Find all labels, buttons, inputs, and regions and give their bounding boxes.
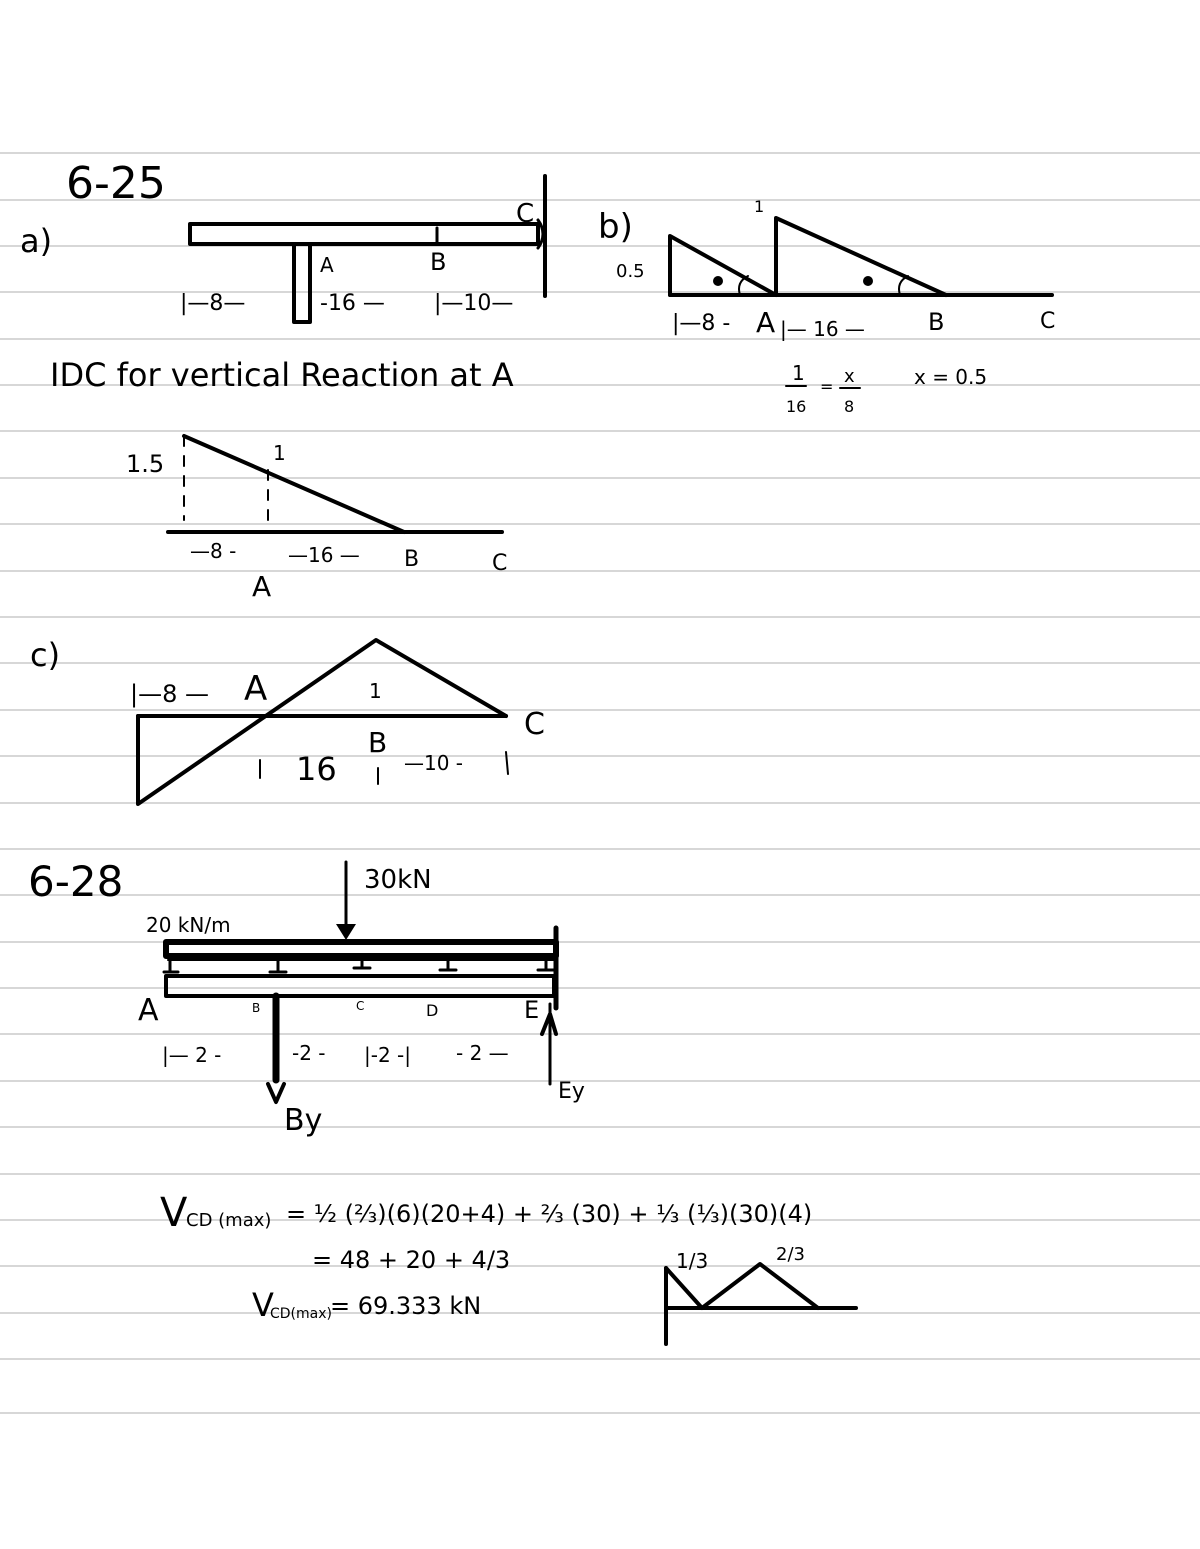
part-c-dim-3: —10 - (404, 751, 464, 775)
part-b-label-c: C (1040, 309, 1056, 334)
idl-title: IDC for vertical Reaction at A (50, 356, 514, 394)
beam-dim-4: - 2 — (456, 1041, 509, 1065)
distributed-load-label: 20 kN/m (146, 913, 231, 937)
idl-dim-2: —16 — (288, 543, 360, 567)
part-c-dim-1: |—8 — (130, 680, 209, 708)
reaction-ey: Ey (558, 1079, 585, 1104)
part-a-label-a: A (320, 253, 334, 277)
work-line1-lhs: V (160, 1190, 188, 1236)
part-b-label: b) (598, 207, 633, 247)
part-b-label-b: B (928, 308, 945, 336)
part-b-calc (786, 361, 987, 416)
reaction-by: By (284, 1103, 323, 1138)
work-line3-lhs: V (252, 1286, 274, 1324)
part-a-label: a) (20, 222, 53, 260)
part-b-left-peak: 0.5 (616, 261, 645, 282)
part-b-dim-2: |— 16 — (780, 317, 865, 341)
part-b-right-peak: 1 (754, 197, 765, 216)
part-b-dim-1: |—8 - (672, 311, 731, 336)
idl-dim-1: —8 - (190, 539, 237, 563)
sketch-left-label: 1/3 (676, 1249, 709, 1273)
beam-label-d: D (426, 1001, 439, 1020)
work-line2: = 48 + 20 + 4/3 (312, 1246, 511, 1274)
beam-label-e: E (524, 996, 540, 1024)
work-line1-sub: CD (max) (186, 1210, 272, 1231)
solution-work (160, 1190, 812, 1324)
part-a-label-c: C (516, 199, 535, 229)
part-a-dim-1: |—8— (180, 291, 246, 316)
idl-peak-value: 1.5 (126, 450, 165, 478)
calc-frac-left-num: 1 (792, 361, 805, 385)
part-c-label: c) (30, 636, 61, 674)
problem-number-628: 6-28 (28, 857, 124, 906)
idl-label-b: B (404, 547, 420, 572)
sketch-right-label: 2/3 (776, 1244, 805, 1265)
part-a-influence-line (168, 436, 502, 532)
beam-dim-2: -2 - (292, 1041, 326, 1065)
influence-sketch (666, 1264, 856, 1344)
part-c-label-c: C (524, 707, 545, 742)
work-line3-sub: CD(max) (270, 1306, 332, 1322)
problem-number-625: 6-25 (66, 158, 166, 209)
part-a-dim-3: |—10— (434, 291, 514, 316)
part-a-dim-2: -16 — (320, 291, 385, 316)
idl-label-a: A (252, 570, 272, 603)
work-line1-rhs: = ½ (⅔)(6)(20+4) + ⅔ (30) + ⅓ (⅓)(30)(4) (286, 1200, 813, 1228)
idl-label-c: C (492, 551, 508, 576)
calc-equals: = (820, 377, 834, 396)
calc-frac-right-den: 8 (844, 397, 855, 416)
beam-label-a: A (138, 993, 159, 1028)
point-load-label: 30kN (364, 865, 432, 895)
beam-dim-1: |— 2 - (162, 1043, 222, 1067)
calc-result: x = 0.5 (914, 365, 988, 389)
floor-beam-system (164, 862, 556, 1102)
work-line3-rhs: = 69.333 kN (330, 1292, 482, 1320)
part-c-label-a: A (244, 669, 268, 709)
beam-dim-3: |-2 -| (364, 1043, 411, 1067)
part-b-influence-line (670, 218, 1052, 295)
beam-label-b: B (252, 1001, 261, 1015)
part-b-label-a: A (756, 306, 776, 339)
beam-label-c: C (356, 999, 365, 1013)
part-a-label-b: B (430, 248, 447, 276)
part-c-label-b: B (368, 726, 388, 759)
idl-mid-value: 1 (273, 441, 286, 465)
calc-frac-left-den: 16 (786, 397, 807, 416)
calc-frac-right-num: x (844, 366, 855, 387)
part-c-dim-2: 16 (296, 750, 337, 788)
part-c-peak: 1 (369, 679, 382, 703)
